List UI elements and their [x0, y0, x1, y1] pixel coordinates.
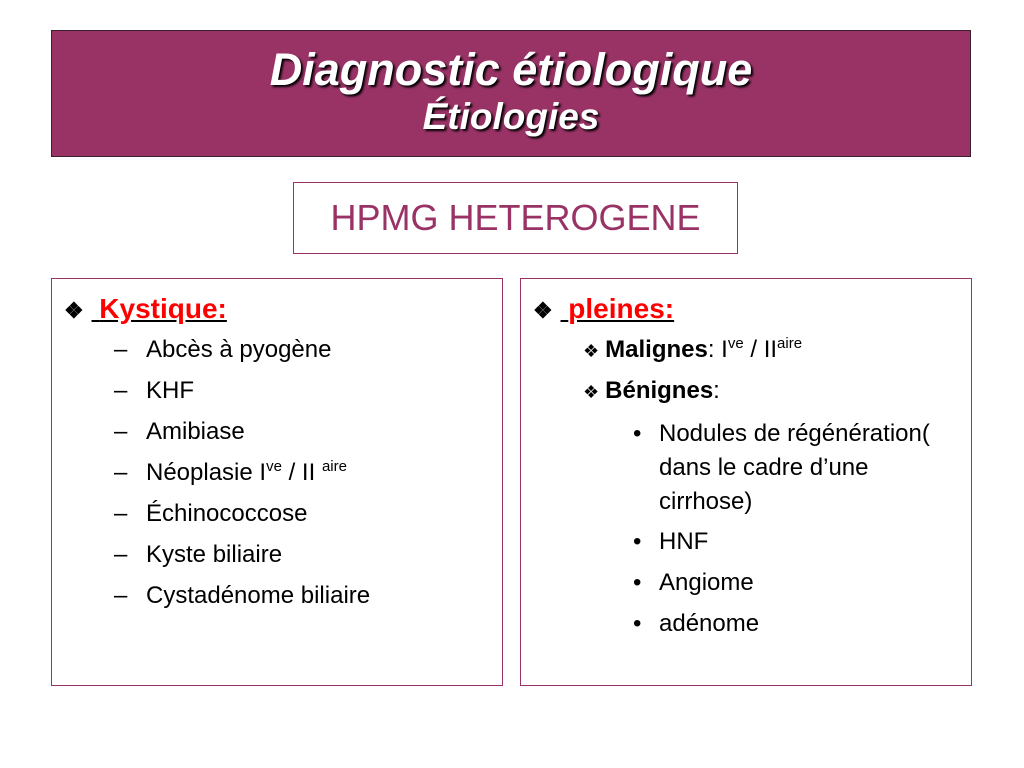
- dash-bullet: –: [114, 418, 128, 445]
- diamond-bullet-icon: ❖: [64, 298, 84, 323]
- heading-pleines-label: pleines:: [568, 293, 675, 324]
- diamond-bullet-icon: ❖: [583, 382, 600, 402]
- list-item-text: HNF: [659, 528, 709, 555]
- heading-kystique: [64, 293, 227, 327]
- list-item: [633, 417, 953, 527]
- dash-bullet: –: [114, 582, 128, 609]
- slide-subtitle: Étiologies: [422, 96, 600, 137]
- panel-kystique: [51, 278, 503, 686]
- sub-item-benignes: ❖ Bénignes:: [583, 377, 720, 404]
- dash-bullet: –: [114, 377, 128, 404]
- list-item-text: KHF: [146, 377, 194, 404]
- panel-pleines: [520, 278, 972, 686]
- type-label-box: [293, 182, 738, 254]
- malignes-label: Malignes: [605, 336, 708, 363]
- dot-bullet: •: [633, 569, 642, 596]
- dot-bullet: •: [633, 420, 642, 447]
- slide-title: Diagnostic étiologique: [269, 44, 753, 95]
- heading-pleines: [533, 293, 674, 327]
- list-item-text: Échinococcose: [146, 500, 308, 527]
- list-item-text: Kyste biliaire: [146, 541, 283, 568]
- dash-bullet: –: [114, 459, 128, 486]
- list-item-text: Abcès à pyogène: [146, 336, 332, 363]
- title-banner: [51, 30, 971, 157]
- sub-item-malignes: ❖ Malignes: $I^{ve} / II^{aire}$: [583, 335, 803, 363]
- list-item-text: Angiome: [659, 569, 754, 596]
- diamond-bullet-icon: ❖: [533, 298, 553, 323]
- dash-bullet: –: [114, 500, 128, 527]
- benignes-label: Bénignes: [605, 377, 714, 404]
- dash-bullet: –: [114, 541, 128, 568]
- list-item-text: Cystadénome biliaire: [146, 582, 371, 609]
- dash-bullet: –: [114, 336, 128, 363]
- list-item-text: Néoplasie $I^{ve}$ / II $^{aire}$: [146, 458, 347, 486]
- list-item-text: Amibiase: [146, 418, 245, 445]
- diamond-bullet-icon: ❖: [583, 341, 600, 361]
- type-label: HPMG HETEROGENE: [330, 197, 701, 238]
- list-item-text: adénome: [659, 610, 760, 637]
- dot-bullet: •: [633, 610, 642, 637]
- heading-kystique-label: Kystique:: [99, 293, 227, 324]
- dot-bullet: •: [633, 528, 642, 555]
- list-item-text: Nodules de régénération( dans le cadre d’une cirrhose): [659, 420, 930, 515]
